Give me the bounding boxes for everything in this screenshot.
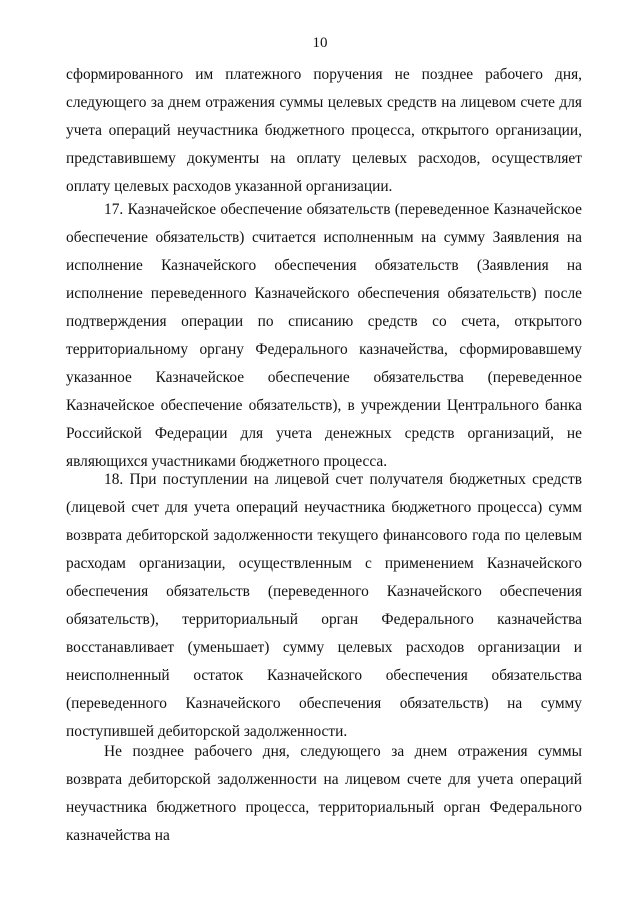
paragraph-text: Не позднее рабочего дня, следующего за днем отражения суммы возврата дебиторской задолженности на лицевом счете для учета операций неучастника бюджетного процесса, территориальный орган Федерального казначейства на bbox=[66, 743, 582, 844]
body-paragraph-clause-17 bbox=[66, 196, 582, 476]
paragraph-text: 18. При поступлении на лицевой счет получателя бюджетных средств (лицевой счет для учета операций неучастника бюджетного процесса) сумм возврата дебиторской задолженности текущего финансового года по целевым расходам организации, осуществленным с применением Казначейского обеспечения обязательств (переведенного Казначейского обеспечения обязательств), территориальный орган Федерального казначейства восстанавливает (уменьшает) сумму целевых расходов организации и неисполненный остаток Казначейского обеспечения обязательства (переведенного Казначейского обеспечения обязательств) на сумму поступившей дебиторской задолженности. bbox=[66, 471, 582, 740]
paragraph-text: 17. Казначейское обеспечение обязательств (переведенное Казначейское обеспечение обязательств) считается исполненным на сумму Заявления на исполнение Казначейского обеспечения обязательств (Заявления на исполнение переведенного Казначейского обеспечения обязательств) после подтверждения операции по списанию средств со счета, открытого территориальному органу Федерального казначейства, сформировавшему указанное Казначейское обеспечение обязательства (переведенное Казначейское обеспечение обязательств), в учреждении Центрального банка Российской Федерации для учета денежных средств организаций, не являющихся участниками бюджетного процесса. bbox=[66, 201, 582, 470]
paragraph-text: сформированного им платежного поручения не позднее рабочего дня, следующего за днем отражения суммы целевых средств на лицевом счете для учета операций неучастника бюджетного процесса, открытого организации, представившему документы на оплату целевых расходов, осуществляет оплату целевых расходов указанной организации. bbox=[66, 66, 582, 195]
body-paragraph-continuation bbox=[66, 61, 582, 201]
body-paragraph-final bbox=[66, 738, 582, 850]
body-paragraph-clause-18 bbox=[66, 466, 582, 746]
page-number: 10 bbox=[312, 35, 328, 51]
